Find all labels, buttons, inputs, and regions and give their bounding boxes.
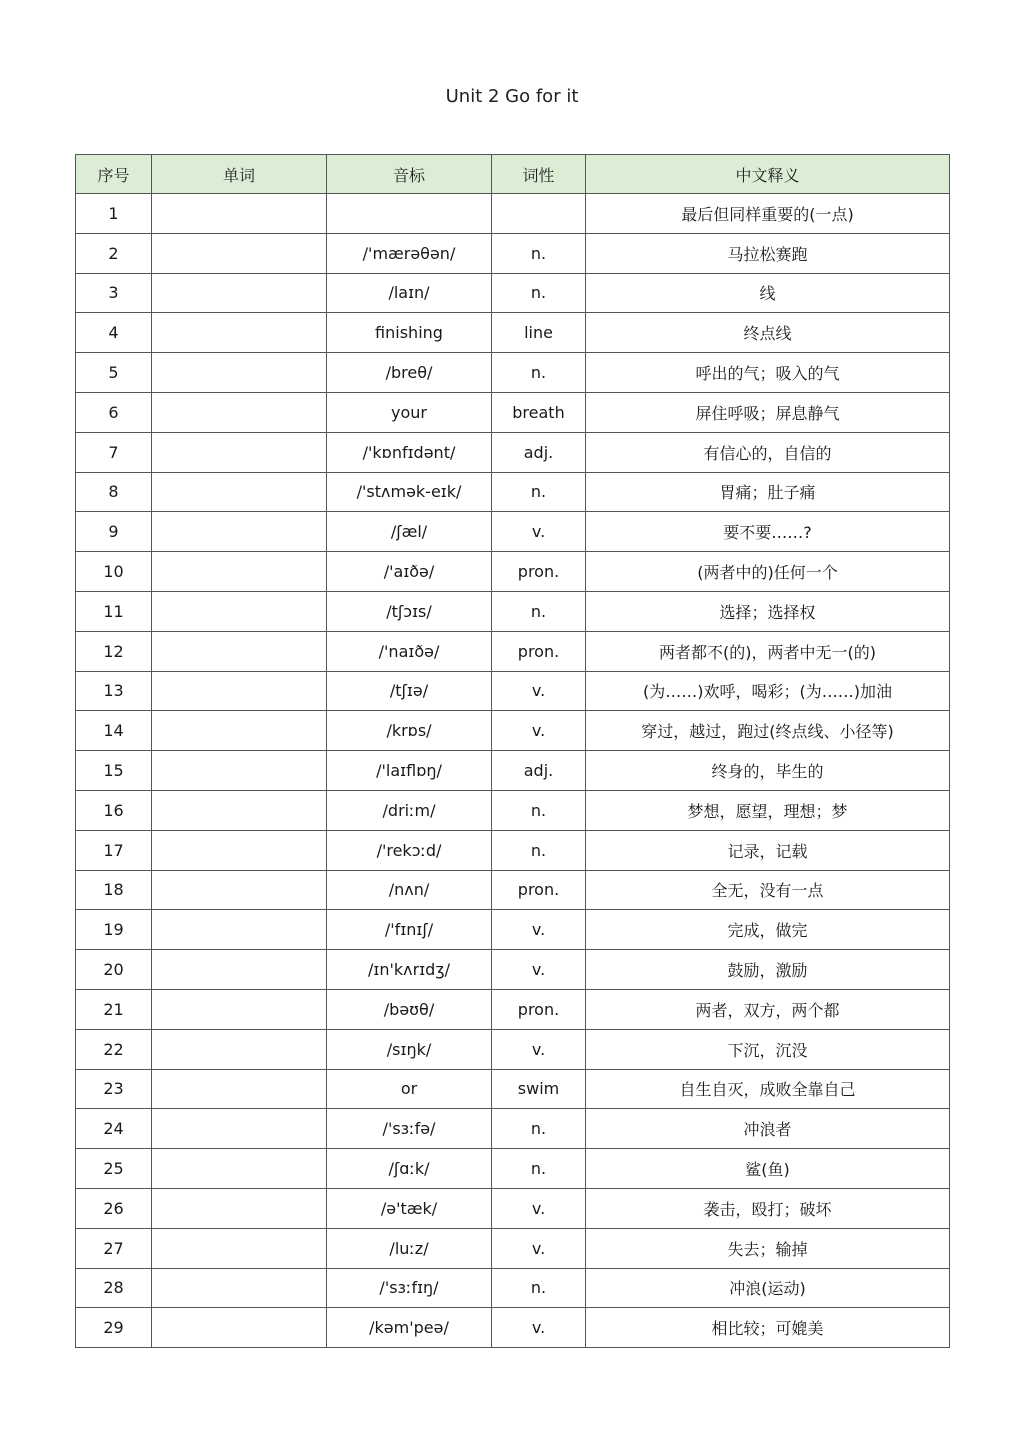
cell-meaning: 呼出的气；吸入的气: [586, 353, 950, 393]
cell-phonetic: /luːz/: [327, 1228, 492, 1268]
cell-pos: n.: [492, 1268, 586, 1308]
cell-index: 10: [76, 552, 152, 592]
table-row: [76, 552, 950, 592]
cell-index: 1: [76, 194, 152, 234]
table-row: [76, 194, 950, 234]
table-row: [76, 870, 950, 910]
cell-pos: pron.: [492, 552, 586, 592]
cell-index: 29: [76, 1308, 152, 1348]
cell-index: 27: [76, 1228, 152, 1268]
cell-phonetic: /nʌn/: [327, 870, 492, 910]
table-row: [76, 830, 950, 870]
cell-phonetic: /'kɒnfɪdənt/: [327, 432, 492, 472]
cell-index: 9: [76, 512, 152, 552]
cell-meaning: 马拉松赛跑: [586, 233, 950, 273]
table-row: [76, 1069, 950, 1109]
cell-pos: pron.: [492, 631, 586, 671]
table-row: [76, 910, 950, 950]
cell-phonetic: [327, 194, 492, 234]
cell-word: [152, 870, 327, 910]
table-row: [76, 631, 950, 671]
cell-pos: n.: [492, 273, 586, 313]
cell-pos: v.: [492, 1188, 586, 1228]
cell-phonetic: /breθ/: [327, 353, 492, 393]
cell-meaning: 冲浪(运动): [586, 1268, 950, 1308]
table-row: [76, 1149, 950, 1189]
cell-pos: n.: [492, 790, 586, 830]
cell-index: 13: [76, 671, 152, 711]
cell-meaning: 失去；输掉: [586, 1228, 950, 1268]
cell-word: [152, 790, 327, 830]
cell-pos: v.: [492, 950, 586, 990]
cell-phonetic: /driːm/: [327, 790, 492, 830]
cell-index: 17: [76, 830, 152, 870]
cell-index: 12: [76, 631, 152, 671]
cell-meaning: 梦想，愿望，理想；梦: [586, 790, 950, 830]
cell-word: [152, 353, 327, 393]
cell-word: [152, 1029, 327, 1069]
cell-phonetic: /ɪn'kʌrɪdʒ/: [327, 950, 492, 990]
cell-pos: n.: [492, 830, 586, 870]
cell-index: 5: [76, 353, 152, 393]
cell-meaning: 胃痛；肚子痛: [586, 472, 950, 512]
cell-word: [152, 472, 327, 512]
table-row: [76, 1188, 950, 1228]
table-row: [76, 353, 950, 393]
cell-phonetic: /ʃæl/: [327, 512, 492, 552]
cell-pos: swim: [492, 1069, 586, 1109]
cell-meaning: 有信心的，自信的: [586, 432, 950, 472]
header-cell-phonetic: 音标: [327, 155, 492, 194]
cell-pos: v.: [492, 711, 586, 751]
header-cell-pos: 词性: [492, 155, 586, 194]
cell-phonetic: /'sɜːfə/: [327, 1109, 492, 1149]
table-row: [76, 1268, 950, 1308]
cell-index: 18: [76, 870, 152, 910]
cell-meaning: 冲浪者: [586, 1109, 950, 1149]
table-row: [76, 512, 950, 552]
header-cell-meaning: 中文释义: [586, 155, 950, 194]
cell-index: 23: [76, 1069, 152, 1109]
cell-pos: v.: [492, 910, 586, 950]
cell-word: [152, 711, 327, 751]
cell-pos: n.: [492, 353, 586, 393]
table-row: [76, 1228, 950, 1268]
table-row: [76, 472, 950, 512]
cell-index: 20: [76, 950, 152, 990]
cell-meaning: 屏住呼吸；屏息静气: [586, 392, 950, 432]
cell-word: [152, 830, 327, 870]
cell-pos: v.: [492, 1308, 586, 1348]
cell-meaning: 要不要……?: [586, 512, 950, 552]
header-row: [76, 155, 950, 194]
cell-index: 24: [76, 1109, 152, 1149]
cell-word: [152, 552, 327, 592]
table-header: [76, 155, 950, 194]
cell-meaning: 下沉，沉没: [586, 1029, 950, 1069]
cell-meaning: 鼓励，激励: [586, 950, 950, 990]
cell-word: [152, 273, 327, 313]
header-cell-index: 序号: [76, 155, 152, 194]
cell-meaning: 相比较；可媲美: [586, 1308, 950, 1348]
cell-meaning: 记录，记载: [586, 830, 950, 870]
cell-phonetic: finishing: [327, 313, 492, 353]
cell-word: [152, 631, 327, 671]
cell-phonetic: /ə'tæk/: [327, 1188, 492, 1228]
cell-meaning: 线: [586, 273, 950, 313]
cell-index: 15: [76, 751, 152, 791]
table-row: [76, 392, 950, 432]
cell-index: 4: [76, 313, 152, 353]
cell-pos: n.: [492, 233, 586, 273]
cell-phonetic: /'rekɔːd/: [327, 830, 492, 870]
cell-word: [152, 989, 327, 1029]
cell-phonetic: /bəʊθ/: [327, 989, 492, 1029]
cell-phonetic: /'sɜːfɪŋ/: [327, 1268, 492, 1308]
cell-phonetic: /'mærəθən/: [327, 233, 492, 273]
cell-word: [152, 751, 327, 791]
cell-phonetic: /tʃɪə/: [327, 671, 492, 711]
table-row: [76, 751, 950, 791]
cell-pos: line: [492, 313, 586, 353]
cell-index: 11: [76, 591, 152, 631]
cell-meaning: 两者，双方，两个都: [586, 989, 950, 1029]
cell-meaning: 全无，没有一点: [586, 870, 950, 910]
cell-pos: pron.: [492, 870, 586, 910]
cell-phonetic: /ʃɑːk/: [327, 1149, 492, 1189]
cell-phonetic: /krɒs/: [327, 711, 492, 751]
cell-phonetic: or: [327, 1069, 492, 1109]
table-row: [76, 989, 950, 1029]
page-title: Unit 2 Go for it: [445, 86, 579, 107]
cell-meaning: 鲨(鱼): [586, 1149, 950, 1189]
cell-pos: breath: [492, 392, 586, 432]
cell-index: 21: [76, 989, 152, 1029]
cell-word: [152, 432, 327, 472]
cell-pos: n.: [492, 1149, 586, 1189]
cell-index: 8: [76, 472, 152, 512]
table-body: [76, 194, 950, 1348]
cell-pos: v.: [492, 1029, 586, 1069]
cell-index: 25: [76, 1149, 152, 1189]
cell-phonetic: /'naɪðə/: [327, 631, 492, 671]
cell-phonetic: /'laɪflɒŋ/: [327, 751, 492, 791]
cell-meaning: 终点线: [586, 313, 950, 353]
cell-word: [152, 512, 327, 552]
table-row: [76, 313, 950, 353]
cell-meaning: 最后但同样重要的(一点): [586, 194, 950, 234]
cell-word: [152, 591, 327, 631]
cell-index: 19: [76, 910, 152, 950]
cell-word: [152, 194, 327, 234]
cell-index: 7: [76, 432, 152, 472]
cell-word: [152, 1149, 327, 1189]
table-row: [76, 1109, 950, 1149]
cell-word: [152, 233, 327, 273]
cell-word: [152, 1109, 327, 1149]
cell-index: 22: [76, 1029, 152, 1069]
cell-word: [152, 1268, 327, 1308]
table-row: [76, 273, 950, 313]
cell-meaning: (两者中的)任何一个: [586, 552, 950, 592]
cell-word: [152, 910, 327, 950]
cell-pos: v.: [492, 512, 586, 552]
cell-meaning: 终身的，毕生的: [586, 751, 950, 791]
cell-word: [152, 950, 327, 990]
cell-pos: adj.: [492, 751, 586, 791]
cell-meaning: 袭击，殴打；破坏: [586, 1188, 950, 1228]
cell-pos: pron.: [492, 989, 586, 1029]
cell-phonetic: /laɪn/: [327, 273, 492, 313]
cell-word: [152, 392, 327, 432]
table-row: [76, 591, 950, 631]
cell-index: 26: [76, 1188, 152, 1228]
table-row: [76, 950, 950, 990]
cell-phonetic: /'fɪnɪʃ/: [327, 910, 492, 950]
cell-phonetic: /sɪŋk/: [327, 1029, 492, 1069]
cell-meaning: 完成，做完: [586, 910, 950, 950]
cell-meaning: (为……)欢呼，喝彩；(为……)加油: [586, 671, 950, 711]
cell-meaning: 选择；选择权: [586, 591, 950, 631]
cell-pos: n.: [492, 1109, 586, 1149]
table-row: [76, 1308, 950, 1348]
cell-meaning: 两者都不(的)，两者中无一(的): [586, 631, 950, 671]
cell-index: 6: [76, 392, 152, 432]
header-cell-word: 单词: [152, 155, 327, 194]
cell-pos: v.: [492, 1228, 586, 1268]
cell-pos: n.: [492, 472, 586, 512]
cell-phonetic: /tʃɔɪs/: [327, 591, 492, 631]
cell-word: [152, 1188, 327, 1228]
table-row: [76, 233, 950, 273]
cell-phonetic: /kəm'peə/: [327, 1308, 492, 1348]
cell-index: 14: [76, 711, 152, 751]
cell-phonetic: /'aɪðə/: [327, 552, 492, 592]
cell-pos: [492, 194, 586, 234]
vocabulary-table: [75, 154, 950, 1348]
table-row: [76, 671, 950, 711]
cell-phonetic: /'stʌmək-eɪk/: [327, 472, 492, 512]
cell-index: 3: [76, 273, 152, 313]
cell-word: [152, 313, 327, 353]
cell-phonetic: your: [327, 392, 492, 432]
table-row: [76, 1029, 950, 1069]
cell-pos: n.: [492, 591, 586, 631]
cell-meaning: 自生自灭，成败全靠自己: [586, 1069, 950, 1109]
cell-index: 28: [76, 1268, 152, 1308]
table-row: [76, 790, 950, 830]
cell-index: 2: [76, 233, 152, 273]
table-row: [76, 432, 950, 472]
table-row: [76, 711, 950, 751]
cell-meaning: 穿过，越过，跑过(终点线、小径等): [586, 711, 950, 751]
cell-index: 16: [76, 790, 152, 830]
cell-word: [152, 671, 327, 711]
cell-pos: adj.: [492, 432, 586, 472]
cell-pos: v.: [492, 671, 586, 711]
cell-word: [152, 1069, 327, 1109]
cell-word: [152, 1308, 327, 1348]
cell-word: [152, 1228, 327, 1268]
